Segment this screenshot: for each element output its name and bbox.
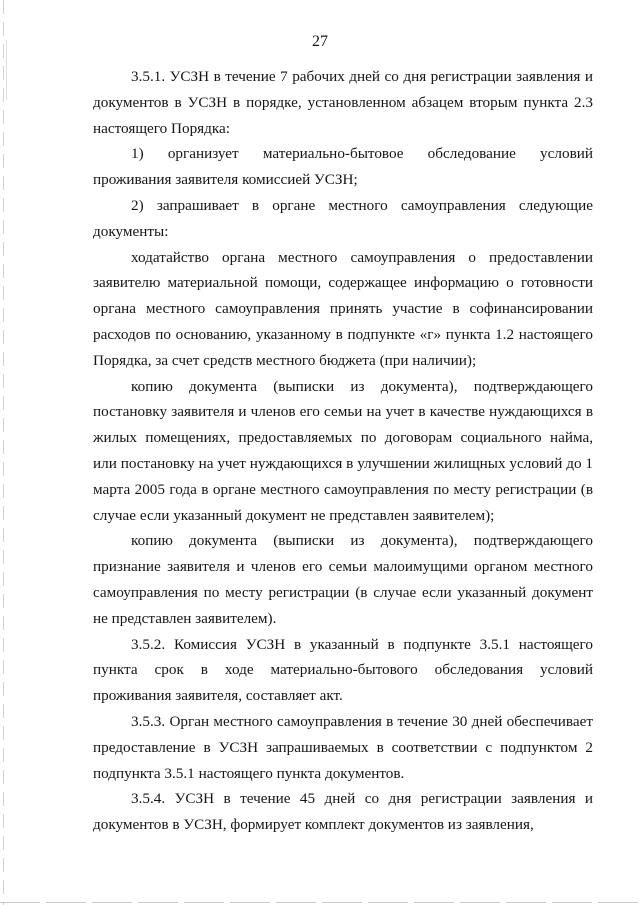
paragraph-copy-low-income: копию документа (выписки из документа), подтверждающего признание заявителя и членов его семьи малоимущими органом местного самоуправления по месту регистрации (в случае если указанный документ не представлен заявителем). [93,532,593,627]
scan-edge-artifact [0,902,640,903]
paragraph-item-1: 1) организует материально-бытовое обследование условий проживания заявителя комиссией УСЗН; [93,145,593,189]
page-number: 27 [312,33,328,50]
document-body [93,64,593,838]
paragraph-3-5-4: 3.5.4. УСЗН в течение 45 дней со дня регистрации заявления и документов в УСЗН, формирует комплект документов из заявления, [93,790,593,834]
paragraph-item-2: 2) запрашивает в органе местного самоуправления следующие документы: [93,196,593,240]
paragraph-3-5-3: 3.5.3. Орган местного самоуправления в течение 30 дней обеспечивает предоставление в УСЗН запрашиваемых в соответствии с подпунктом 2 подпункта 3.5.1 настоящего пункта документов. [93,712,593,782]
paragraph-petition: ходатайство органа местного самоуправления о предоставлении заявителю материальной помощи, содержащее информацию о готовности органа местного самоуправления принять участие в софинансировании расходов по основанию, указанному в подпункте «г» пункта 1.2 настоящего Порядка, за счет средств местного бюджета (при наличии); [93,248,593,369]
paragraph-3-5-1: 3.5.1. УСЗН в течение 7 рабочих дней со дня регистрации заявления и документов в УСЗН в порядке, установленном абзацем вторым пункта 2.3 настоящего Порядка: [93,68,593,137]
scan-edge-artifact [3,0,4,905]
paragraph-copy-housing-registration: копию документа (выписки из документа), подтверждающего постановку заявителя и членов его семьи на учет в качестве нуждающихся в жилых помещениях, предоставляемых по договорам социального найма, или постановку на учет нуждающихся в улучшении жилищных условий до 1 марта 2005 года в органе местного самоуправления по месту регистрации (в случае если указанный документ не представлен заявителем); [93,377,593,524]
paragraph-3-5-2: 3.5.2. Комиссия УСЗН в указанный в подпункте 3.5.1 настоящего пункта срок в ходе материально-бытового обследования условий проживания заявителя, составляет акт. [93,635,593,705]
